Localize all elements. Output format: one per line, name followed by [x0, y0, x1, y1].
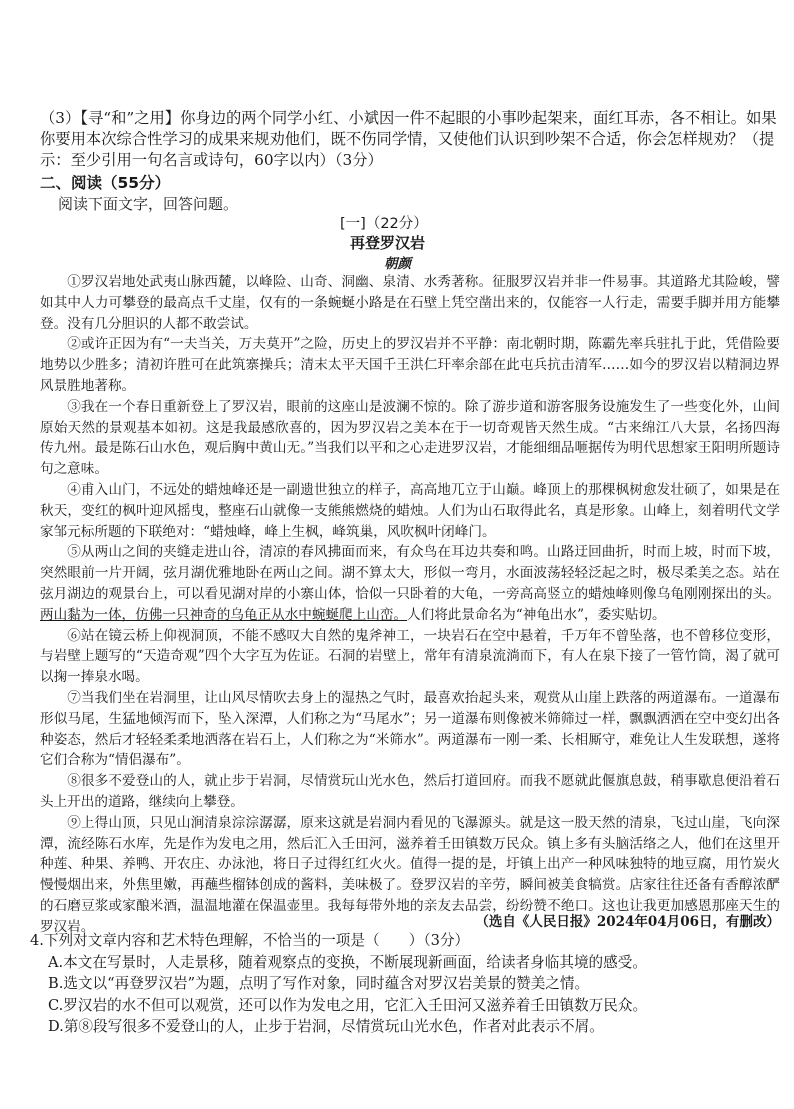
paragraph-1: ①罗汉岩地处武夷山脉西麓，以峰险、山奇、洞幽、泉清、水秀著称。征服罗汉岩并非一件易事。其道路尤其险峻，譬如其中人力可攀登的最高点千丈崖，仅有的一条蜿蜒小路是在石壁上凭空凿出来的，仅能容一人行走，需要手脚并用方能攀登。没有几分胆识的人都不敢尝试。: [40, 274, 780, 332]
option-b: B.选文以“再登罗汉岩”为题，点明了写作对象，同时蕴含对罗汉岩美景的赞美之情。: [48, 975, 590, 992]
paragraph-2: ②或许正因为有“一夫当关，万夫莫开”之险，历史上的罗汉岩并不平静：南北朝时期，陈霸先率兵驻扎于此，凭借险要地势以少胜多；清初许胜可在此筑寨操兵；清末太平天国千王洪仁玕率余部在此屯兵抗击清军……如今的罗汉岩以精洞边界风景胜地著称。: [40, 336, 780, 394]
paragraph-7: ⑦当我们坐在岩洞里，让山风尽情吹去身上的湿热之气时，最喜欢抬起头来，观赏从山崖上跌落的两道瀑布。一道瀑布形似马尾，生猛地倾泻而下，坠入深潭，人们称之为“马尾水”；另一道瀑布则像被米筛筛过一样，飘飘洒洒在空中变幻出各种姿态，然后才轻轻柔柔地洒落在岩石上，人们称之为“米筛水”。两道瀑布一刚一柔、长相厮守，难免让人生发联想，遂将它们合称为“情侣瀑布”。: [40, 689, 780, 769]
paragraph-4: ④甫入山门，不远处的蜡烛峰还是一副遗世独立的样子，高高地兀立于山巅。峰顶上的那棵枫树愈发壮硕了，如果是在秋天，变红的枫叶迎风摇曳，整座石山就像一支熊熊燃烧的蜡烛。人们为山石取得此名，真是形象。山峰上，刻着明代文学家邹元标所题的下联绝对：“蜡烛峰，峰上生枫，峰筑巢，风吹枫叶闭峰门。: [40, 481, 780, 540]
section-heading: 二、阅读（55分）: [40, 174, 171, 192]
paragraph-6: ⑥站在镜云桥上仰视洞顶，不能不感叹大自然的鬼斧神工，一块岩石在空中悬着，千万年不曾坠落，也不曾移位变形，与岩壁上题写的“天造奇观”四个大字互为佐证。石洞的岩壁上，常年有清泉流淌而下，有人在泉下接了一管竹筒，渴了就可以掬一捧泉水喝。: [40, 627, 780, 686]
article-body: [40, 272, 780, 938]
article-part-label: [一]（22分）: [340, 216, 428, 232]
article-source: （选自《人民日报》2024年04月06日，有删改）: [475, 914, 780, 930]
paragraph-8: ⑧很多不爱登山的人，就止步于岩洞，尽情赏玩山光水色，然后打道回府。而我不愿就此偃旗息鼓，稍事歇息便沿着石头上开出的道路，继续向上攀登。: [40, 773, 780, 810]
option-d: D.第⑧段写很多不爱登山的人，止步于岩洞，尽情赏玩山光水色，作者对此表示不屑。: [48, 1018, 604, 1035]
paragraph-5: [40, 542, 780, 625]
paragraph-5-tail: 人们将此景命名为“神龟出水”，委实贴切。: [407, 606, 666, 623]
paragraph-9: ⑨上得山顶，只见山涧清泉淙淙潺潺，原来这就是岩洞内看见的飞瀑源头。就是这一股天然的清泉，飞过山崖，飞向深潭，流经陈石水库，先是作为发电之用，然后汇入壬田河，滋养着壬田镇数万民众。镇上多有头脑活络之人，他们在这里开种莲、种果、养鸭、开农庄、办泳池，将日子过得红红火火。值得一提的是，圩镇上出产一种风味独特的地豆腐，用竹炭火慢慢烟出来，外焦里嫩，再蘸些榴钵创成的酱料，美味极了。登罗汉岩的辛劳，瞬间被美食犒赏。店家往往还备有香醇浓酽的石磨豆浆或家酿米酒，温温地灌在保温壶里。我每每带外地的亲友去品尝，纷纷赞不绝口。这也让我更加感恩那座天生的罗汉岩。: [40, 814, 780, 935]
article-author: 朝颜: [384, 256, 411, 272]
article-title: 再登罗汉岩: [350, 234, 426, 252]
question-4-stem: 4.下列对文章内容和艺术特色理解，不恰当的一项是（ ）（3分）: [30, 932, 470, 949]
paragraph-5-text: ⑤从两山之间的夹缝走进山谷，清凉的春风拂面而来，有众鸟在耳边共奏和鸣。山路迂回曲折，时而上坡，时而下坡，突然眼前一片开阔，弦月湖优雅地卧在两山之间。湖不算太大，形似一弯月，水面波荡轻轻泛起之时，极尽柔美之态。站在弦月湖边的观景台上，可以看见湖对岸的小寨山体，恰似一只卧着的大龟，一旁高高竖立的蜡烛峰则像乌龟刚刚探出的头。: [40, 544, 780, 602]
question-3: （3）【寻“和”之用】你身边的两个同学小红、小斌因一件不起眼的小事吵起架来，面红耳赤，各不相让。如果你要用本次综合性学习的成果来规劝他们，既不伤同学情，又使他们认识到吵架不合适，你会怎样规劝？（提示：至少引用一句名言或诗句，60字以内）（3分）: [40, 109, 777, 169]
option-c: C.罗汉岩的水不但可以观赏，还可以作为发电之用，它汇入壬田河又滋养着壬田镇数万民众。: [48, 996, 648, 1014]
paragraph-3: ③我在一个春日重新登上了罗汉岩，眼前的这座山是波澜不惊的。除了游步道和游客服务设施发生了一些变化外，山间原始天然的景观基本如初。这是我最感欣喜的，因为罗汉岩之美本在于一切奇观皆天然生成。“古来绵江八大景，名扬四海传九州。最是陈石山水色，观后胸中黄山无。”当我们以平和之心走进罗汉岩，才能细细品咂据传为明代思想家王阳明所题诗句之意味。: [40, 398, 780, 478]
section-instruction: 阅读下面文字，回答问题。: [58, 195, 239, 213]
question-4: [30, 930, 780, 1038]
option-a: A.本文在写景时，人走景移，随着观察点的变换，不断展现新画面，给读者身临其境的感受。: [48, 953, 647, 971]
underlined-sentence: 两山黏为一体，仿佛一只神奇的乌龟正从水中蜿蜒爬上山峦。: [40, 606, 408, 623]
